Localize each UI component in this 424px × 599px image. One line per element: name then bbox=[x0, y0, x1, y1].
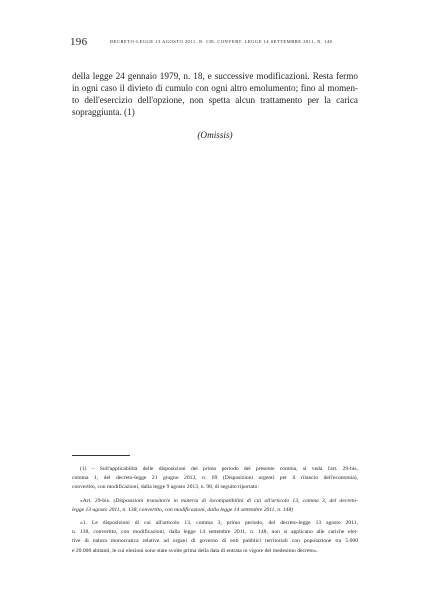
footnote-quoted-article-heading bbox=[72, 497, 358, 515]
footnote-line: tive di natura monocratica relative ad organi di governo di enti pubblici territoriali con popolazione tra 5.000 bbox=[72, 538, 358, 545]
footnote-line: (1) – Sull'applicabilità delle disposizioni del primo periodo del presente comma, si veda l'art. 29-bis, bbox=[80, 466, 358, 472]
running-head: DECRETO-LEGGE 13 AGOSTO 2011, N. 138, CONVERT. LEGGE 14 SETTEMBRE 2011, N. 148 bbox=[110, 39, 333, 44]
body-line: to dell'esercizio dell'opzione, non spetta alcun trattamento per la carica bbox=[72, 95, 358, 105]
page-number: 196 bbox=[70, 36, 88, 48]
body-line: della legge 24 gennaio 1979, n. 18, e successive modificazioni. Resta fermo bbox=[72, 71, 358, 81]
footnote-line: convertito, con modificazioni, dalla legge 9 agosto 2013, n. 98, di seguito riportato: bbox=[72, 484, 259, 491]
footnote-line: e 20.000 abitanti, le cui elezioni sono state svolte prima della data di entrata in vigore del medesimo decreto». bbox=[72, 547, 318, 554]
body-line: sopraggiunta. (1) bbox=[72, 107, 135, 117]
footnotes bbox=[72, 465, 358, 560]
article-title: (Disposizioni transitorie in materia di incompatibilità di cui all'articolo 13, comma 3, del decreto- bbox=[113, 497, 358, 504]
footnote-quoted-article-text bbox=[72, 519, 358, 556]
footnote-line: legge 13 agosto 2011, n. 138, convertito, con modificazioni, dalla legge 14 settembre 2011, n. 148) bbox=[72, 506, 294, 513]
body-line: in ogni caso il divieto di cumulo con ogni altro emolumento; fino al momen- bbox=[72, 83, 358, 93]
footnote-line: n. 138, convertito, con modificazioni, dalla legge 14 settembre 2011, n. 148, non si applicano alle cariche elet- bbox=[72, 529, 358, 536]
footnote-line bbox=[72, 497, 358, 506]
footnote-1 bbox=[72, 465, 358, 493]
body-text bbox=[72, 70, 358, 118]
footnote-line: «1. Le disposizioni di cui all'articolo 13, comma 3, primo periodo, del decreto-legge 13 agosto 2011, bbox=[80, 520, 358, 527]
omissis-marker: (Omissis) bbox=[197, 130, 233, 140]
footnote-line: comma 1, del decreto-legge 21 giugno 2013, n. 69 (Disposizioni urgenti per il rilancio dell'economia), bbox=[72, 475, 358, 482]
article-lead: «Art. 29-bis. bbox=[80, 497, 114, 504]
footnote-divider bbox=[72, 455, 130, 456]
